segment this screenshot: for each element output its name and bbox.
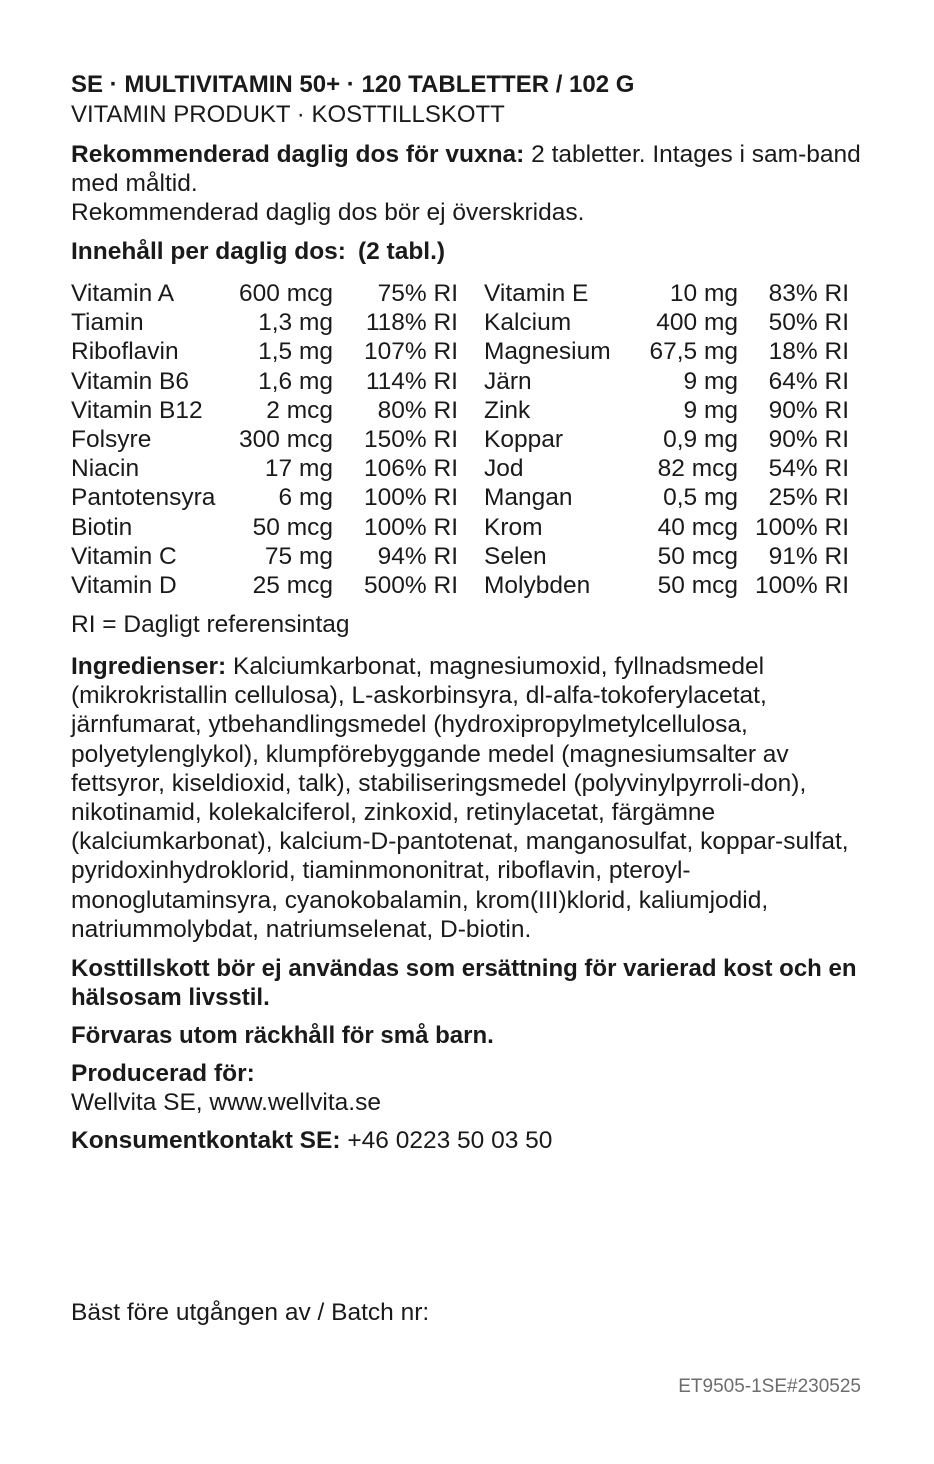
nutrient-ri: 25% RI	[768, 484, 849, 512]
nutrient-ri: 100% RI	[364, 484, 458, 512]
nutrient-row	[71, 337, 458, 366]
nutrient-amount: 0,9 mg	[663, 426, 738, 454]
diet-warning: Kosttillskott bör ej användas som ersättning för varierad kost och en hälsosam livsstil.	[71, 955, 857, 1012]
nutrient-amount: 300 mcg	[239, 426, 333, 454]
nutrient-ri: 64% RI	[768, 367, 849, 395]
nutrient-ri: 106% RI	[364, 455, 458, 483]
nutrient-name: Magnesium	[484, 338, 611, 366]
nutrient-name: Zink	[484, 396, 531, 424]
product-code: ET9505-1SE#230525	[678, 1376, 861, 1397]
nutrient-row	[484, 571, 849, 600]
nutrient-ri: 114% RI	[365, 367, 458, 395]
nutrient-row	[484, 513, 849, 542]
nutrient-row	[71, 279, 458, 308]
nutrient-ri: 100% RI	[755, 571, 849, 599]
nutrient-name: Järn	[484, 367, 532, 395]
nutrient-name: Selen	[484, 542, 547, 570]
nutrient-row	[71, 483, 458, 512]
children-warning: Förvaras utom räckhåll för små barn.	[71, 1022, 494, 1050]
nutrient-amount: 10 mg	[669, 280, 738, 308]
nutrient-row	[71, 542, 458, 571]
nutrient-ri: 80% RI	[377, 396, 458, 424]
nutrient-row	[484, 542, 849, 571]
vitamins-table	[71, 279, 458, 600]
nutrient-amount: 600 mcg	[239, 280, 333, 308]
nutrient-name: Vitamin C	[71, 542, 177, 570]
nutrient-row	[484, 396, 849, 425]
nutrient-ri: 94% RI	[377, 542, 458, 570]
product-subtitle: VITAMIN PRODUKT · KOSTTILLSKOTT	[71, 101, 505, 128]
nutrient-name: Koppar	[484, 426, 564, 454]
nutrient-amount: 1,5 mg	[258, 338, 333, 366]
ingredients-paragraph	[71, 652, 861, 944]
nutrient-row	[71, 425, 458, 454]
nutrient-ri: 91% RI	[768, 542, 849, 570]
nutrient-amount: 1,6 mg	[258, 367, 333, 395]
nutrient-ri: 75% RI	[377, 280, 458, 308]
nutrient-row	[484, 308, 849, 337]
nutrient-name: Krom	[484, 513, 543, 541]
ri-note: RI = Dagligt referensintag	[71, 611, 350, 639]
nutrient-ri: 50% RI	[768, 309, 849, 337]
nutrient-name: Vitamin B6	[71, 367, 190, 395]
nutrient-row	[71, 571, 458, 600]
nutrient-row	[484, 425, 849, 454]
nutrient-ri: 500% RI	[364, 571, 458, 599]
contact-phone: +46 0223 50 03 50	[340, 1127, 553, 1155]
nutrient-amount: 40 mcg	[657, 513, 738, 541]
nutrient-row	[484, 279, 849, 308]
nutrient-amount: 50 mcg	[657, 571, 738, 599]
nutrient-amount: 9 mg	[683, 396, 738, 424]
content-heading-label: Innehåll per daglig dos:	[71, 238, 346, 265]
nutrient-ri: 150% RI	[364, 426, 458, 454]
nutrient-amount: 400 mg	[656, 309, 738, 337]
nutrient-name: Niacin	[71, 455, 140, 483]
nutrient-amount: 6 mg	[278, 484, 333, 512]
nutrient-amount: 25 mcg	[252, 571, 333, 599]
nutrient-row	[484, 367, 849, 396]
nutrient-ri: 54% RI	[768, 455, 849, 483]
dosage-label: Rekommenderad daglig dos för vuxna:	[71, 141, 525, 168]
nutrient-ri: 18% RI	[768, 338, 849, 366]
nutrient-name: Pantotensyra	[71, 484, 216, 512]
nutrient-amount: 2 mcg	[266, 396, 333, 424]
nutrient-name: Vitamin E	[484, 280, 589, 308]
nutrient-ri: 100% RI	[364, 513, 458, 541]
nutrient-name: Biotin	[71, 513, 133, 541]
nutrient-name: Vitamin D	[71, 571, 177, 599]
label-content	[71, 70, 871, 1155]
nutrient-amount: 17 mg	[264, 455, 333, 483]
nutrient-ri: 107% RI	[364, 338, 458, 366]
nutrient-row	[484, 454, 849, 483]
nutrient-row	[71, 513, 458, 542]
nutrient-ri: 90% RI	[768, 426, 849, 454]
ingredients-text: Kalciumkarbonat, magnesiumoxid, fyllnadsmedel (mikrokristallin cellulosa), L-askorbinsyra, dl-alfa-tokoferylacetat, järnfumarat, ytbehandlingsmedel (hydroxipropylmetylcellulosa, polyetylenglykol), klumpförebyggande medel (magnesiumsalter av fettsyror, kiseldioxid, talk), stabiliseringsmedel (polyvinylpyrroli-don), nikotinamid, kolekalciferol, zinkoxid, retinylacetat, färgämne (kalciumkarbonat), kalcium-D-pantotenat, manganosulfat, koppar-sulfat, pyridoxinhydroklorid, tiaminmononitrat, riboflavin, pteroyl-monoglutaminsyra, cyanokobalamin, krom(III)klorid, kaliumjodid, natriummolybdat, natriumselenat, D-biotin.	[71, 653, 849, 943]
nutrient-ri: 83% RI	[768, 280, 849, 308]
nutrient-row	[484, 483, 849, 512]
nutrient-name: Folsyre	[71, 426, 152, 454]
nutrient-tables	[71, 279, 871, 600]
nutrient-amount: 1,3 mg	[258, 309, 333, 337]
batch-label: Bäst före utgången av / Batch nr:	[71, 1299, 430, 1326]
nutrient-name: Molybden	[484, 571, 591, 599]
product-title: SE · MULTIVITAMIN 50+ · 120 TABLETTER / 102 G	[71, 71, 635, 98]
nutrient-name: Tiamin	[71, 309, 144, 337]
nutrient-amount: 82 mcg	[657, 455, 738, 483]
nutrient-name: Vitamin B12	[71, 396, 203, 424]
nutrient-row	[71, 396, 458, 425]
nutrient-name: Vitamin A	[71, 280, 175, 308]
nutrient-name: Jod	[484, 455, 524, 483]
content-heading-quantity: (2 tabl.)	[357, 238, 446, 265]
nutrient-amount: 9 mg	[683, 367, 738, 395]
dosage-paragraph	[71, 140, 871, 198]
nutrient-row	[71, 454, 458, 483]
nutrient-row	[71, 367, 458, 396]
nutrient-ri: 90% RI	[768, 396, 849, 424]
dosage-text: 2 tabletter. Intages i sam-band med måltid.	[71, 141, 861, 197]
nutrient-name: Riboflavin	[71, 338, 179, 366]
nutrient-name: Mangan	[484, 484, 573, 512]
consumer-contact	[71, 1126, 871, 1155]
nutrient-amount: 50 mcg	[252, 513, 333, 541]
nutrient-row	[484, 337, 849, 366]
content-heading	[71, 237, 871, 267]
nutrient-name: Kalcium	[484, 309, 572, 337]
ingredients-label: Ingredienser:	[71, 653, 227, 681]
nutrient-row	[71, 308, 458, 337]
nutrient-ri: 100% RI	[755, 513, 849, 541]
nutrient-ri: 118% RI	[365, 309, 458, 337]
nutrient-amount: 67,5 mg	[649, 338, 738, 366]
nutrient-amount: 0,5 mg	[663, 484, 738, 512]
nutrient-amount: 50 mcg	[657, 542, 738, 570]
producer-label: Producerad för:	[71, 1060, 255, 1088]
producer-value: Wellvita SE, www.wellvita.se	[71, 1089, 381, 1117]
dosage-warning: Rekommenderad daglig dos bör ej överskridas.	[71, 199, 585, 226]
contact-label: Konsumentkontakt SE:	[71, 1127, 341, 1155]
minerals-table	[484, 279, 849, 600]
nutrient-amount: 75 mg	[264, 542, 333, 570]
